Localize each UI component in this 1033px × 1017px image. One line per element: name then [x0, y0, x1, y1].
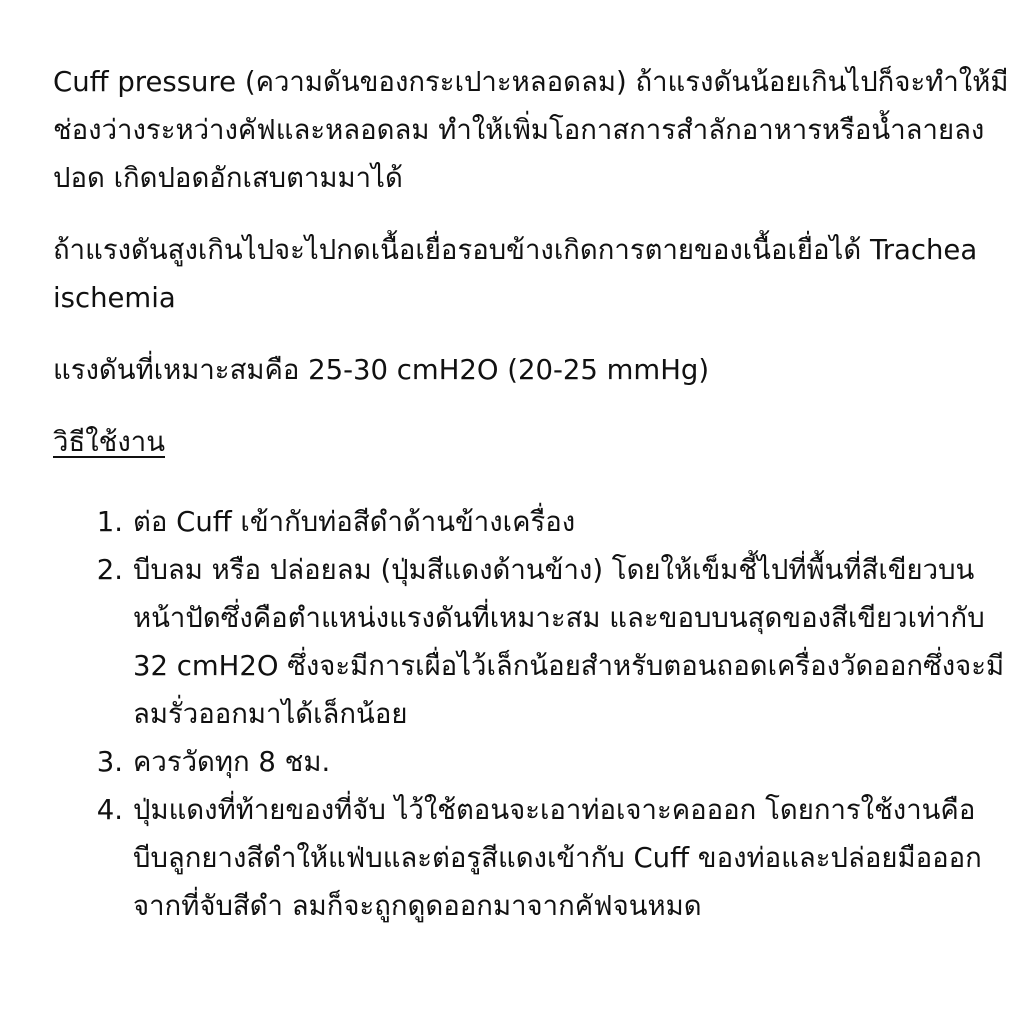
list-item — [53, 786, 1013, 930]
cuff-pressure-paragraph: Cuff pressure (ความดันของกระเปาะหลอดลม) ถ้าแรงดันน้อยเกินไปก็จะทำให้มีช่องว่างระหว่างคัฟและหลอดลม ทำให้เพิ่มโอกาสการสำลักอาหารหรือน้ำลายลงปอด เกิดปอดอักเสบตามมาได้ — [53, 66, 1009, 194]
high-pressure-paragraph: ถ้าแรงดันสูงเกินไปจะไปกดเนื้อเยื่อรอบข้างเกิดการตายของเนื้อเยื่อได้ Trachea ischemia — [53, 234, 978, 314]
step-text: ต่อ Cuff เข้ากับท่อสีดำด้านข้างเครื่อง — [133, 506, 576, 538]
usage-heading: วิธีใช้งาน — [53, 426, 165, 458]
step-text: ปุ่มแดงที่ท้ายของที่จับ ไว้ใช้ตอนจะเอาท่อเจาะคอออก โดยการใช้งานคือ บีบลูกยางสีดำให้แฟ่บและต่อรูสีแดงเข้ากับ Cuff ของท่อและปล่อยมือออกจากที่จับสีดำ ลมก็จะถูกดูดออกมาจากคัฟจนหมด — [133, 794, 982, 922]
optimal-pressure-paragraph: แรงดันที่เหมาะสมคือ 25-30 cmH2O (20-25 mmHg) — [53, 354, 710, 386]
list-item — [53, 546, 1013, 738]
list-item — [53, 498, 1013, 546]
list-item — [53, 738, 1013, 786]
step-text: บีบลม หรือ ปล่อยลม (ปุ่มสีแดงด้านข้าง) โดยให้เข็มชี้ไปที่พื้นที่สีเขียวบนหน้าปัดซึ่งคือตำแหน่งแรงดันที่เหมาะสม และขอบบนสุดของสีเขียวเท่ากับ 32 cmH2O ซึ่งจะมีการเผื่อไว้เล็กน้อยสำหรับตอนถอดเครื่องวัดออกซึ่งจะมีลมรั่วออกมาได้เล็กน้อย — [133, 554, 1005, 730]
usage-steps-list — [53, 498, 1013, 930]
step-number: 4. — [96, 794, 123, 826]
step-number: 2. — [96, 554, 123, 586]
step-text: ควรวัดทุก 8 ชม. — [133, 746, 331, 778]
step-number: 3. — [96, 746, 123, 778]
step-number: 1. — [96, 506, 123, 538]
